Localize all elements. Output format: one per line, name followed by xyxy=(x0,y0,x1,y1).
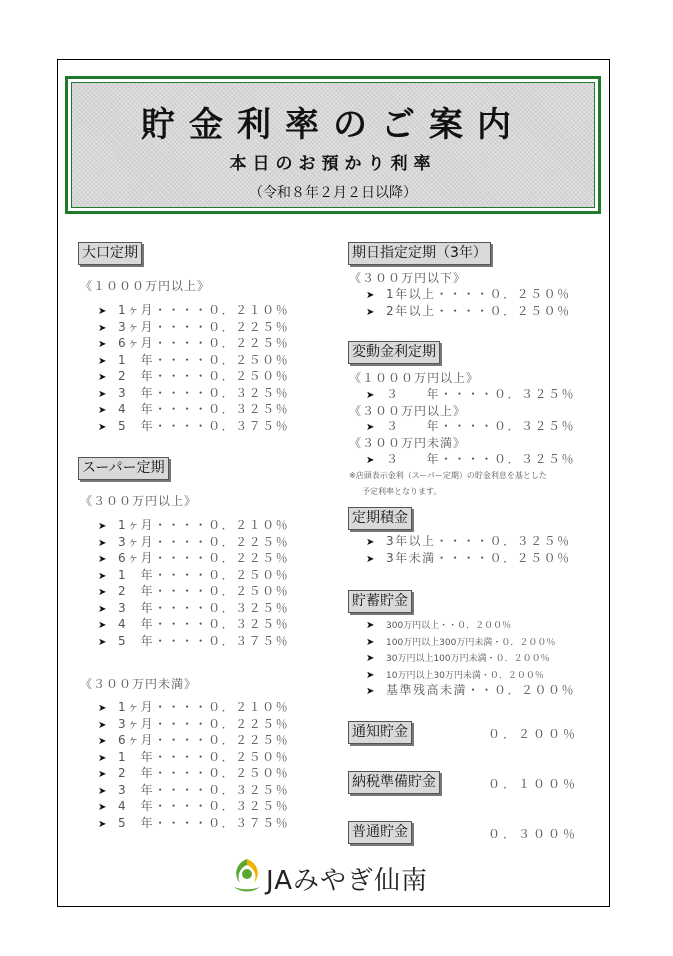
rate-item: ➤ 300万円以上・・０．２００％ xyxy=(366,616,575,633)
arrow-bullet-icon: ➤ xyxy=(366,390,376,401)
rate-list-chochiku xyxy=(366,616,575,699)
arrow-bullet-icon: ➤ xyxy=(98,388,108,400)
rate-item: ➤ 1 年・・・・０．２５０％ xyxy=(98,749,289,766)
arrow-bullet-icon: ➤ xyxy=(366,686,376,697)
arrow-bullet-icon: ➤ xyxy=(98,736,108,747)
label-nozei-junbi: 納税準備貯金 xyxy=(348,771,440,794)
rate-item: ➤ 3年未満・・・・０．２５０％ xyxy=(366,550,571,567)
rate-item: ➤ 1 年・・・・０．２５０％ xyxy=(98,567,289,584)
header-panel xyxy=(71,82,595,208)
label-futsu-chokin: 普通貯金 xyxy=(348,821,412,844)
group-hendo-under300: 《３００万円未満》 xyxy=(349,436,467,450)
rate-item: ➤ 3年以上・・・・０．３２５％ xyxy=(366,533,571,550)
rate-item: ➤ 6ヶ月・・・・０．２２５％ xyxy=(98,550,289,567)
arrow-bullet-icon: ➤ xyxy=(98,620,108,631)
label-super-teiki: スーパー定期 xyxy=(78,457,169,480)
arrow-bullet-icon: ➤ xyxy=(366,620,376,631)
rate-item: ➤ ３ 年・・・・０．３２５％ xyxy=(366,451,575,468)
rate-item: ➤ 30万円以上100万円未満・０．２００％ xyxy=(366,649,575,666)
rate-item: ➤ 3ヶ月・・・・０．２２５％ xyxy=(98,319,289,336)
rate-list-teiki-tsumikin xyxy=(366,533,571,566)
label-tsuchi-chokin: 通知貯金 xyxy=(348,721,412,744)
hendo-note-line1: ※店頭表示金利（スーパー定期）の貯金利息を基とした xyxy=(349,471,547,480)
rate-item: ➤ 3 年・・・・０．３２５％ xyxy=(98,600,289,617)
rate-list-oguchi xyxy=(98,302,289,434)
arrow-bullet-icon: ➤ xyxy=(366,422,376,433)
arrow-bullet-icon: ➤ xyxy=(98,802,108,813)
group-kijitsu: 《３００万円以下》 xyxy=(349,271,467,285)
arrow-bullet-icon: ➤ xyxy=(366,290,376,301)
header-banner xyxy=(65,76,601,214)
arrow-bullet-icon: ➤ xyxy=(98,752,108,764)
arrow-bullet-icon: ➤ xyxy=(366,636,376,648)
rate-item: ➤ 5 年・・・・０．３７５％ xyxy=(98,418,289,435)
arrow-bullet-icon: ➤ xyxy=(98,405,108,416)
rate-item: ➤ 3 年・・・・０．３２５％ xyxy=(98,782,289,799)
rate-item: ➤ 3ヶ月・・・・０．２２５％ xyxy=(98,534,289,551)
arrow-bullet-icon: ➤ xyxy=(366,455,376,466)
label-teiki-tsumikin: 定期積金 xyxy=(348,507,412,530)
rate-list-super-under300 xyxy=(98,699,289,831)
arrow-bullet-icon: ➤ xyxy=(98,769,108,780)
arrow-bullet-icon: ➤ xyxy=(98,306,108,317)
rate-item: ➤ 3 年・・・・０．３２５％ xyxy=(98,385,289,402)
rate-item: ➤ 4 年・・・・０．３２５％ xyxy=(98,401,289,418)
arrow-bullet-icon: ➤ xyxy=(98,603,108,615)
arrow-bullet-icon: ➤ xyxy=(366,537,376,548)
rate-list-hendo-3 xyxy=(366,451,575,468)
effective-date: （令和８年２月２日以降） xyxy=(249,185,417,201)
arrow-bullet-icon: ➤ xyxy=(366,306,376,318)
rate-futsu: ０．３００％ xyxy=(488,827,579,841)
rate-item: ➤ 1ヶ月・・・・０．２１０％ xyxy=(98,302,289,319)
arrow-bullet-icon: ➤ xyxy=(98,339,108,350)
arrow-bullet-icon: ➤ xyxy=(98,719,108,731)
arrow-bullet-icon: ➤ xyxy=(98,537,108,549)
rate-item: ➤ 2 年・・・・０．２５０％ xyxy=(98,765,289,782)
page-subtitle: 本日のお預かり利率 xyxy=(229,154,437,174)
rate-item: ➤ 1ヶ月・・・・０．２１０％ xyxy=(98,517,289,534)
rate-list-kijitsu xyxy=(366,286,571,319)
rate-item: ➤ 1 年・・・・０．２５０％ xyxy=(98,352,289,369)
rate-item: ➤ 5 年・・・・０．３７５％ xyxy=(98,633,289,650)
label-oguchi-teiki: 大口定期 xyxy=(78,242,142,265)
label-kijitsu-teiki: 期日指定定期（3年） xyxy=(348,242,491,265)
rate-item: ➤ 3ヶ月・・・・０．２２５％ xyxy=(98,716,289,733)
rate-item: ➤ 6ヶ月・・・・０．２２５％ xyxy=(98,335,289,352)
rate-item: ➤ 2 年・・・・０．２５０％ xyxy=(98,368,289,385)
rate-list-hendo-2 xyxy=(366,418,575,435)
arrow-bullet-icon: ➤ xyxy=(98,785,108,797)
ja-logo-icon xyxy=(230,857,264,897)
rate-item: ➤ 2 年・・・・０．２５０％ xyxy=(98,583,289,600)
rate-item: ➤ 2年以上・・・・０．２５０％ xyxy=(366,303,571,320)
rate-item: ➤ ３ 年・・・・０．３２５％ xyxy=(366,386,575,403)
rate-tsuchi: ０．２００％ xyxy=(488,727,579,741)
group-hendo-over300: 《３００万円以上》 xyxy=(349,404,467,418)
label-hendo-teiki: 変動金利定期 xyxy=(348,341,440,364)
rate-item: ➤ 5 年・・・・０．３７５％ xyxy=(98,815,289,832)
rate-nozei: ０．１００％ xyxy=(488,777,579,791)
hendo-note-line2: 予定利率となります。 xyxy=(362,487,442,496)
arrow-bullet-icon: ➤ xyxy=(366,553,376,565)
rate-list-hendo-1 xyxy=(366,386,575,403)
group-hendo-over1000: 《１０００万円以上》 xyxy=(349,371,480,385)
label-chochiku-chokin: 貯蓄貯金 xyxy=(348,590,412,613)
arrow-bullet-icon: ➤ xyxy=(98,554,108,565)
ja-logo-text: JAみやぎ仙南 xyxy=(266,866,428,896)
arrow-bullet-icon: ➤ xyxy=(98,355,108,367)
arrow-bullet-icon: ➤ xyxy=(98,372,108,383)
rate-item: ➤ 4 年・・・・０．３２５％ xyxy=(98,798,289,815)
arrow-bullet-icon: ➤ xyxy=(98,587,108,598)
group-super-under300: 《３００万円未満》 xyxy=(80,677,198,691)
arrow-bullet-icon: ➤ xyxy=(98,636,108,648)
rate-list-super-over300 xyxy=(98,517,289,649)
rate-item: ➤ 4 年・・・・０．３２５％ xyxy=(98,616,289,633)
arrow-bullet-icon: ➤ xyxy=(98,818,108,830)
arrow-bullet-icon: ➤ xyxy=(366,653,376,664)
rate-item: ➤ 1年以上・・・・０．２５０％ xyxy=(366,286,571,303)
rate-item: ➤ ３ 年・・・・０．３２５％ xyxy=(366,418,575,435)
arrow-bullet-icon: ➤ xyxy=(366,669,376,681)
rate-item: ➤ 基準残高未満・・０．２００％ xyxy=(366,682,575,699)
group-oguchi: 《１０００万円以上》 xyxy=(80,279,211,293)
arrow-bullet-icon: ➤ xyxy=(98,521,108,532)
rate-item: ➤ 10万円以上30万円未満・０．２００％ xyxy=(366,666,575,683)
arrow-bullet-icon: ➤ xyxy=(98,421,108,433)
arrow-bullet-icon: ➤ xyxy=(98,322,108,334)
page-title: 貯金利率のご案内 xyxy=(141,105,525,145)
rate-item: ➤ 6ヶ月・・・・０．２２５％ xyxy=(98,732,289,749)
arrow-bullet-icon: ➤ xyxy=(98,703,108,714)
arrow-bullet-icon: ➤ xyxy=(98,570,108,582)
rate-item: ➤ 1ヶ月・・・・０．２１０％ xyxy=(98,699,289,716)
group-super-over300: 《３００万円以上》 xyxy=(80,494,198,508)
rate-item: ➤ 100万円以上300万円未満・０．２００％ xyxy=(366,633,575,650)
